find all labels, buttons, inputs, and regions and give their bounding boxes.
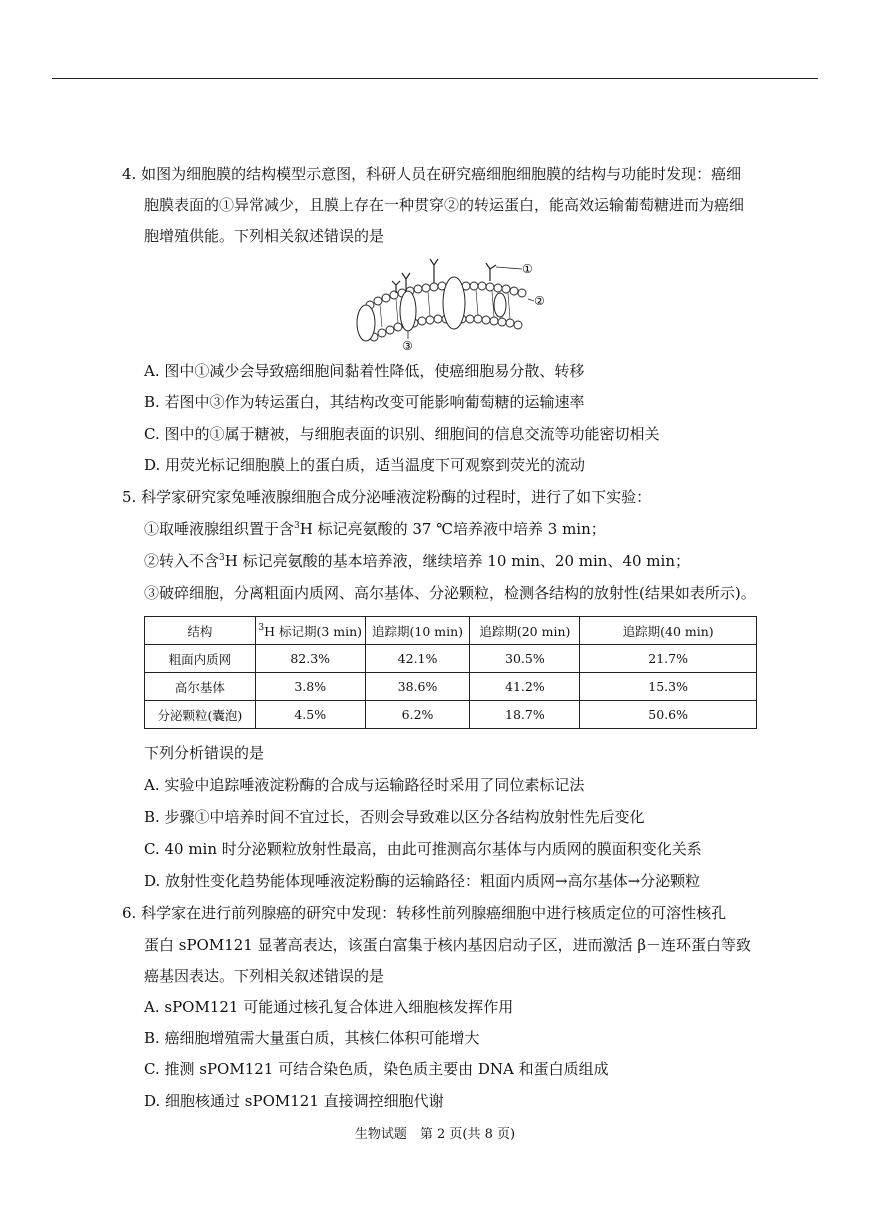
label-1: ①: [522, 262, 533, 276]
table-cell: 42.1%: [365, 645, 470, 673]
q6-option-c: C. 推测 sPOM121 可结合染色质，染色质主要由 DNA 和蛋白质组成: [144, 1060, 609, 1078]
q4-stem-line-3: 胞增殖供能。下列相关叙述错误的是: [144, 227, 385, 245]
q5-step-3: ③破碎细胞，分离粗面内质网、高尔基体、分泌颗粒，检测各结构的放射性(结果如表所示)。: [144, 584, 756, 602]
table-header-cell: 追踪期(10 min): [365, 617, 470, 645]
q6-stem-line-3: 癌基因表达。下列相关叙述错误的是: [144, 967, 385, 985]
q6-option-b: B. 癌细胞增殖需大量蛋白质，其核仁体积可能增大: [144, 1029, 480, 1047]
q4-option-d: D. 用荧光标记细胞膜上的蛋白质，适当温度下可观察到荧光的流动: [144, 456, 586, 474]
table-header-cell: $^3$H 标记期(3 min): [255, 617, 365, 645]
label-2: ②: [534, 294, 545, 308]
q4-option-c: C. 图中的①属于糖被，与细胞表面的识别、细胞间的信息交流等功能密切相关: [144, 425, 660, 443]
table-cell: 38.6%: [365, 673, 470, 701]
q5-ask: 下列分析错误的是: [144, 744, 265, 762]
label-3: ③: [402, 339, 413, 353]
table-header-cell: 追踪期(20 min): [470, 617, 580, 645]
table-cell: 82.3%: [255, 645, 365, 673]
table-cell: 3.8%: [255, 673, 365, 701]
q5-option-c: C. 40 min 时分泌颗粒放射性最高，由此可推测高尔基体与内质网的膜面积变化关系: [144, 840, 702, 858]
table-cell: 21.7%: [580, 645, 757, 673]
q5-option-d: D. 放射性变化趋势能体现唾液淀粉酶的运输路径：粗面内质网→高尔基体→分泌颗粒: [144, 872, 701, 890]
q6-option-a: A. sPOM121 可能通过核孔复合体进入细胞核发挥作用: [144, 998, 514, 1016]
table-row: [145, 701, 757, 729]
table-row: [145, 645, 757, 673]
cell-membrane-diagram: [350, 253, 550, 353]
table-cell: 粗面内质网: [145, 645, 256, 673]
q6-option-d: D. 细胞核通过 sPOM121 直接调控细胞代谢: [144, 1092, 444, 1110]
q5-step-1: ①取唾液腺组织置于含$^3$H 标记亮氨酸的 37 ℃培养液中培养 3 min；: [144, 520, 606, 538]
q4-stem-line-1: 4. 如图为细胞膜的结构模型示意图，科研人员在研究癌细胞细胞膜的结构与功能时发现：癌细: [122, 165, 742, 183]
q6-stem-line-2: 蛋白 sPOM121 显著高表达，该蛋白富集于核内基因启动子区，进而激活 β－连环蛋白等致: [144, 936, 752, 954]
page-footer: 生物试题 第 2 页(共 8 页): [354, 1127, 516, 1142]
table-cell: 6.2%: [365, 701, 470, 729]
q5-step-2: ②转入不含$^3$H 标记亮氨酸的基本培养液，继续培养 10 min、20 min、40 min；: [144, 552, 690, 570]
q4-option-b: B. 若图中③作为转运蛋白，其结构改变可能影响葡萄糖的运输速率: [144, 393, 585, 411]
table-cell: 高尔基体: [145, 673, 256, 701]
table-cell: 分泌颗粒(囊泡): [145, 701, 256, 729]
table-header-cell: 追踪期(40 min): [580, 617, 757, 645]
q5-stem: 5. 科学家研究家兔唾液腺细胞合成分泌唾液淀粉酶的过程时，进行了如下实验：: [122, 488, 652, 506]
q5-option-a: A. 实验中追踪唾液淀粉酶的合成与运输路径时采用了同位素标记法: [144, 776, 585, 794]
q5-option-b: B. 步骤①中培养时间不宜过长，否则会导致难以区分各结构放射性先后变化: [144, 808, 645, 826]
table-cell: 4.5%: [255, 701, 365, 729]
table-header-cell: 结构: [145, 617, 256, 645]
q4-stem-line-2: 胞膜表面的①异常减少，且膜上存在一种贯穿②的转运蛋白，能高效运输葡萄糖进而为癌细: [144, 196, 745, 214]
radioactivity-table: [144, 616, 757, 729]
table-cell: 50.6%: [580, 701, 757, 729]
table-cell: 18.7%: [470, 701, 580, 729]
table-cell: 30.5%: [470, 645, 580, 673]
q4-option-a: A. 图中①减少会导致癌细胞间黏着性降低，使癌细胞易分散、转移: [144, 362, 585, 380]
table-cell: 15.3%: [580, 673, 757, 701]
table-cell: 41.2%: [470, 673, 580, 701]
table-row: [145, 673, 757, 701]
top-rule: [52, 78, 818, 79]
q6-stem-line-1: 6. 科学家在进行前列腺癌的研究中发现：转移性前列腺癌细胞中进行核质定位的可溶性核孔: [122, 904, 727, 922]
table-header-row: [145, 617, 757, 645]
